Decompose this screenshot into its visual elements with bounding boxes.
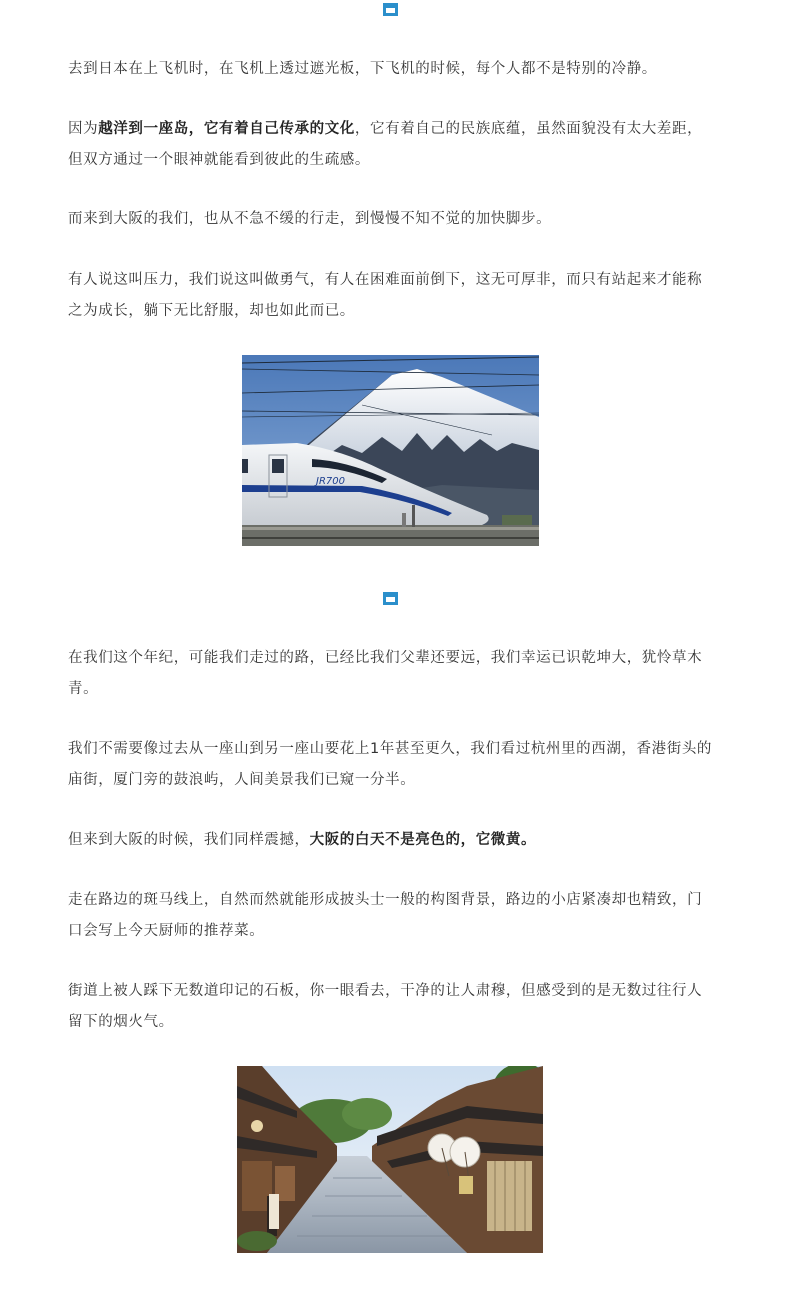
paragraph-text: ，它有着自己的民族底蕴，虽然面貌没有太大差距，但双方通过一个眼神就能看到彼此的生疏感。 — [68, 121, 703, 168]
paragraph — [68, 54, 716, 85]
paragraph-text: 因为 — [68, 121, 99, 137]
paragraph-text: 去到日本在上飞机时，在飞机上透过遮光板，下飞机的时候，每个人都不是特别的冷静。 — [68, 61, 657, 77]
section-divider-icon — [383, 592, 398, 605]
train-logo-text: JR700 — [316, 476, 345, 487]
paragraph — [68, 825, 716, 856]
paragraph-text: 在我们这个年纪，可能我们走过的路，已经比我们父辈还要远，我们幸运已识乾坤大，犹怜草木青。 — [68, 650, 703, 697]
paragraph-text: 走在路边的斑马线上，自然而然就能形成披头士一般的构图背景，路边的小店紧凑却也精致，门口会写上今天厨师的推荐菜。 — [68, 892, 703, 939]
paragraph-bold-text: 越洋到一座岛，它有着自己传承的文化 — [98, 121, 355, 137]
paragraph — [68, 114, 716, 176]
fuji-train-photo — [242, 355, 539, 546]
paragraph — [68, 265, 716, 327]
paragraph-text: 我们不需要像过去从一座山到另一座山要花上1年甚至更久，我们看过杭州里的西湖，香港街头的庙街，厦门旁的鼓浪屿，人间美景我们已窥一分半。 — [68, 741, 713, 788]
paragraph — [68, 885, 716, 947]
paragraph-text: 而来到大阪的我们，也从不急不缓的行走，到慢慢不知不觉的加快脚步。 — [68, 211, 552, 227]
paragraph — [68, 643, 716, 705]
old-street-photo — [237, 1066, 543, 1253]
paragraph-text: 有人说这叫压力，我们说这叫做勇气，有人在困难面前倒下，这无可厚非，而只有站起来才能称之为成长，躺下无比舒服，却也如此而已。 — [68, 272, 703, 319]
paragraph-text: 但来到大阪的时候，我们同样震撼， — [68, 832, 310, 848]
paragraph — [68, 734, 716, 796]
paragraph-bold-text: 大阪的白天不是亮色的，它微黄。 — [309, 832, 537, 848]
section-divider-icon — [383, 3, 398, 16]
paragraph — [68, 976, 716, 1038]
paragraph — [68, 204, 716, 235]
paragraph-text: 街道上被人踩下无数道印记的石板，你一眼看去，干净的让人肃穆，但感受到的是无数过往行人留下的烟火气。 — [68, 983, 703, 1030]
